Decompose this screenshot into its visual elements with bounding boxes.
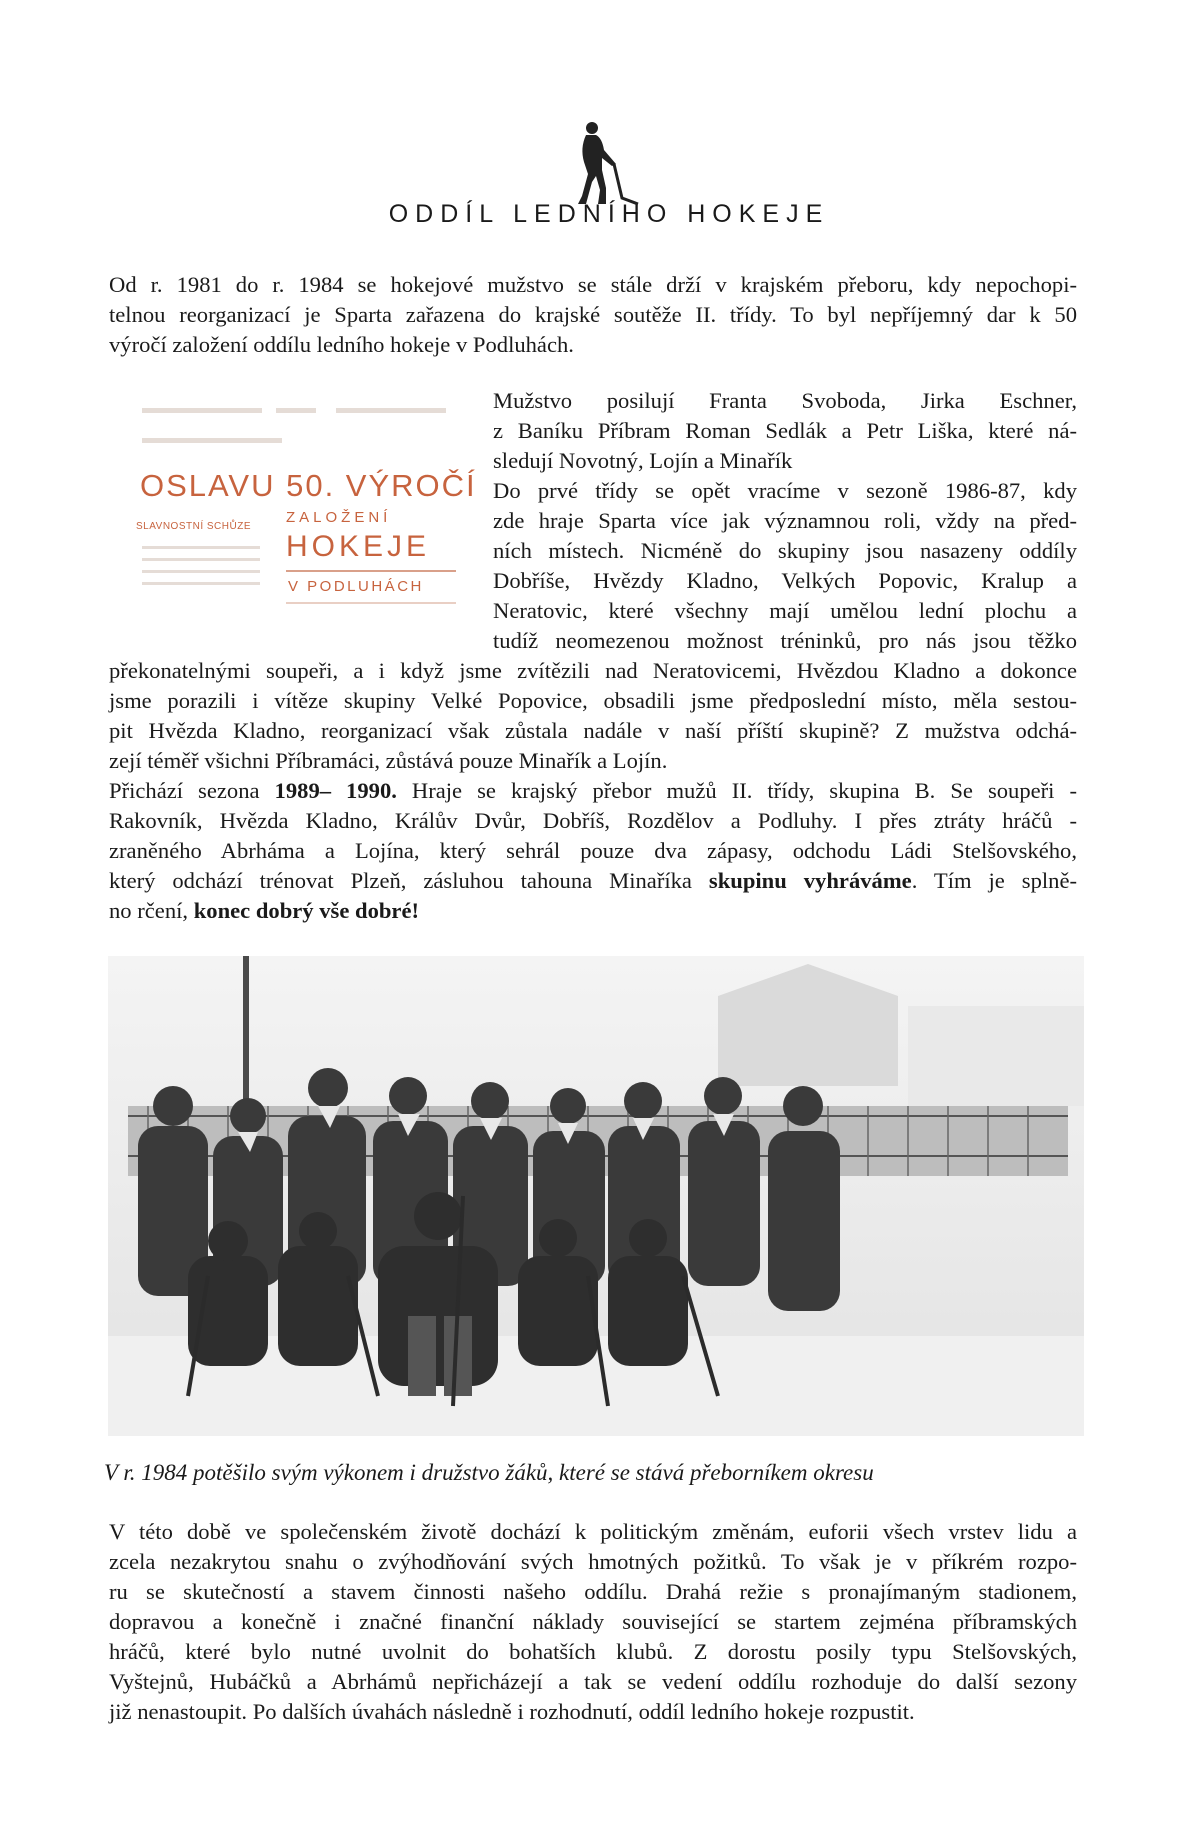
text-line: výročí založení oddílu ledního hokeje v Podluhách. [109,332,574,357]
text-line: ních místech. Nicméně do skupiny jsou nasazeny oddíly [493,538,1077,563]
faint-print-line [276,408,316,413]
closing-paragraph [109,1517,1077,1727]
text-line: který odchází trénovat Plzeň, zásluhou tahouna Minaříka skupinu vyhráváme. Tím je splně- [109,868,1077,893]
text-line: jsme porazili i vítěze skupiny Velké Popovice, obsadili jsme předposlední místo, měla sestou- [109,688,1077,713]
faint-print-line [142,582,260,585]
text-line: Rakovník, Hvězda Kladno, Králův Dvůr, Dobříš, Rozdělov a Podluhy. I přes ztráty hráčů - [109,808,1077,833]
text-line: Dobříše, Hvězdy Kladno, Velkých Popovic, Kralup a [493,568,1077,593]
faint-print-line [142,546,260,549]
text-line: překonatelnými soupeři, a i když jsme zvítězili nad Neratovicemi, Hvězdou Kladno a dokonce [109,658,1077,683]
invitation-subtitle: ZALOŽENÍ [286,509,392,526]
faint-print-line [142,438,282,443]
text-line: hráčů, které bylo nutné uvolnit do bohatších klubů. Z dorostu posily typu Stelšovských, [109,1639,1077,1664]
text-line: tudíž neomezenou možnost tréninků, pro nás jsou těžko [493,628,1077,653]
text-line: dopravou a konečně i značné finanční náklady související se startem zejména příbramských [109,1609,1077,1634]
faint-print-line [142,408,262,413]
divider [286,570,456,572]
text-line: pit Hvězda Kladno, reorganizací však zůstala nadále v naší příští skupině? Z mužstva odchá- [109,718,1077,743]
text-line: Vyštejnů, Hubáčků a Abrhámů nepřicházejí a tak se vedení oddílu rozhoduje do další sezony [109,1669,1077,1694]
invitation-ceremony-label: SLAVNOSTNÍ SCHŮZE [136,521,251,532]
photo-caption: V r. 1984 potěšilo svým výkonem i družstvo žáků, které se stává přeborníkem okresu [104,1460,874,1485]
team-paragraph [493,386,1077,656]
text-line: sledují Novotný, Lojín a Minařík [493,448,793,473]
text-line: Do prvé třídy se opět vracíme v sezoně 1986-87, kdy [493,478,1077,503]
text-line: telnou reorganizací je Sparta zařazena do krajské soutěže II. třídy. To byl nepříjemný dar k 50 [109,302,1077,327]
team-photo [108,956,1084,1436]
text-line: zde hraje Sparta více jak významnou roli, vždy na před- [493,508,1077,533]
invitation-word: HOKEJE [286,530,431,563]
text-line: zraněného Abrháma a Lojína, který sehrál pouze dva zápasy, odchodu Ládi Stelšovského, [109,838,1077,863]
faint-print-line [142,558,260,561]
divider [286,602,456,604]
text-line: Přichází sezona 1989– 1990. Hraje se krajský přebor mužů II. třídy, skupina B. Se soupeři - [109,778,1078,803]
season-paragraph [109,656,1077,926]
text-line: zcela nezakrytou snahu o zvýhodňování svých hmotných požitků. To však je v příkrém rozpo- [109,1549,1077,1574]
faint-print-line [142,570,260,573]
text-line: Od r. 1981 do r. 1984 se hokejové mužstvo se stále drží v krajském přeboru, kdy nepochopi- [109,272,1077,297]
section-title: ODDÍL LEDNÍHO HOKEJE [388,200,830,228]
hockey-player-icon [556,118,646,210]
text-line: Neratovic, které všechny mají umělou lední plochu a [493,598,1077,623]
text-line: no rčení, konec dobrý vše dobré! [109,898,420,923]
text-line: již nenastoupit. Po dalších úvahách následně i rozhodnutí, oddíl ledního hokeje rozpustit. [109,1699,915,1724]
faint-print-line [336,408,446,413]
text-line: ru se skutečností a stavem činnosti našeho oddílu. Drahá režie s pronajímaným stadionem, [109,1579,1077,1604]
text-line: zejí téměř všichni Příbramáci, zůstává pouze Minařík a Lojín. [109,748,668,773]
invitation-place: V PODLUHÁCH [288,578,424,595]
text-line: z Baníku Příbram Roman Sedlák a Petr Liška, které ná- [493,418,1077,443]
intro-paragraph [109,270,1077,360]
text-line: Mužstvo posilují Franta Svoboda, Jirka Eschner, [493,388,1077,413]
anniversary-invitation-image [136,400,477,610]
text-line: V této době ve společenském životě dochází k politickým změnám, euforii všech vrstev lidu a [109,1519,1077,1544]
invitation-title: OSLAVU 50. VÝROČÍ [140,468,477,503]
